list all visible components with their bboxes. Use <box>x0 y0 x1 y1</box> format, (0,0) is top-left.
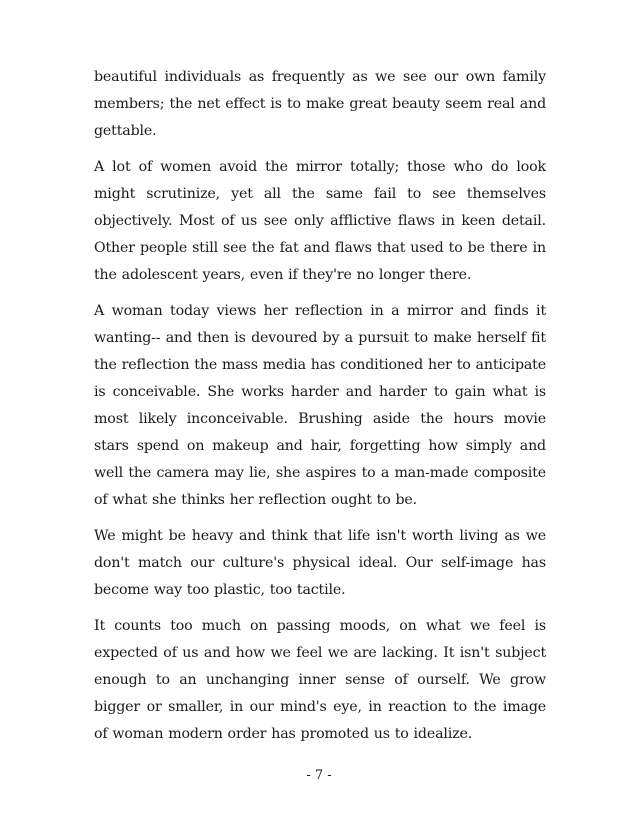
paragraph: A woman today views her reflection in a mirror and finds it wanting-- and then is devoured by a pursuit to make herself fit the reflection the mass media has conditioned her to anticipate is conceivable. She works harder and harder to gain what is most likely inconceivable. Brushing aside the hours movie stars spend on makeup and hair, forgetting how simply and well the camera may lie, she aspires to a man-made composite of what she thinks her reflection ought to be. <box>94 303 546 508</box>
paragraph: It counts too much on passing moods, on what we feel is expected of us and how we feel we are lacking. It isn't subject enough to an unchanging inner sense of ourself. We grow bigger or smaller, in our mind's eye, in reaction to the image of woman modern order has promoted us to idealize. <box>94 618 546 742</box>
paragraph: We might be heavy and think that life isn't worth living as we don't match our culture's physical ideal. Our self-image has become way too plastic, too tactile. <box>94 528 546 598</box>
paragraph: A lot of women avoid the mirror totally; those who do look might scrutinize, yet all the same fail to see themselves objectively. Most of us see only afflictive flaws in keen detail. Other people still see the fat and flaws that used to be there in the adolescent years, even if they're no longer there. <box>94 159 546 283</box>
page-number: - 7 - <box>306 768 332 783</box>
page-body <box>94 64 546 757</box>
paragraph: beautiful individuals as frequently as we see our own family members; the net effect is to make great beauty seem real and gettable. <box>94 69 546 139</box>
